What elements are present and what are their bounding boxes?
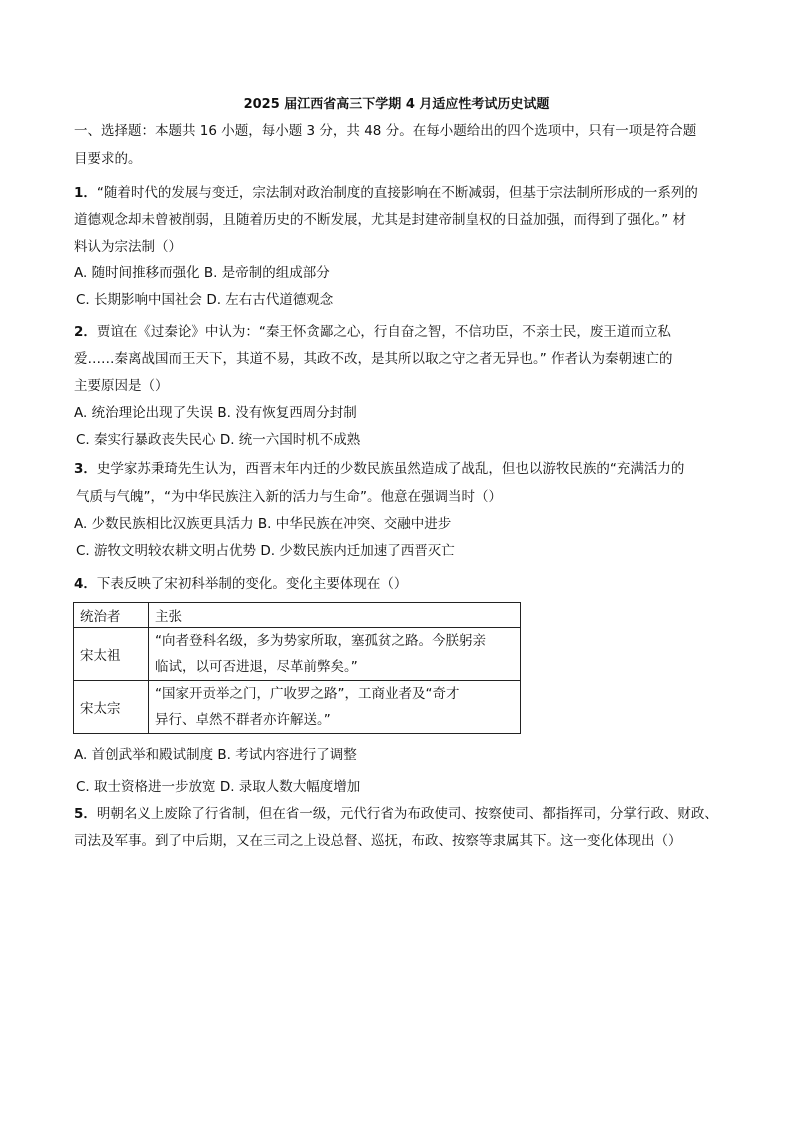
q3-stem-line1 [74,460,684,478]
q4-stem-line1 [74,575,407,593]
q3-option-a[interactable]: A. 少数民族相比汉族更具活力 [74,516,254,532]
q1-stem-line1 [74,184,698,202]
table-row1-policy-line2: 临试，以可否进退，尽革前弊矣。” [155,659,358,675]
q3-options-ab [74,515,451,533]
q2-option-d[interactable]: D. 统一六国时机不成熟 [219,432,361,448]
table-row2-policy-line1: “国家开贡举之门，广收罗之路”，工商业者及“奇才 [155,686,460,702]
table-row [74,681,521,734]
q1-number: 1． [74,185,97,201]
q3-option-c[interactable]: C. 游牧文明较农耕文明占优势 [76,543,257,559]
q1-option-a[interactable]: A. 随时间推移而强化 [74,265,200,281]
table-row1-ruler: 宋太祖 [74,628,149,681]
q2-option-b[interactable]: B. 没有恢复西周分封制 [217,405,357,421]
q1-option-c[interactable]: C. 长期影响中国社会 [76,292,203,308]
table-row2-policy-line2: 异行、卓然不群者亦许解送。” [155,712,331,728]
q1-stem-text1: “随着时代的发展与变迁，宗法制对政治制度的直接影响在不断减弱，但基于宗法制所形成的一系列的 [96,185,698,201]
table-row [74,628,521,681]
q1-option-b[interactable]: B. 是帝制的组成部分 [203,265,330,281]
q4-options-cd [76,778,360,796]
table-header-policy: 主张 [149,603,521,628]
q2-stem-line2: 爱……秦离战国而王天下，其道不易，其政不改，是其所以取之守之者无异也。” 作者认为秦朝速亡的 [74,351,673,367]
q4-table [73,602,521,734]
q4-option-d[interactable]: D. 录取人数大幅度增加 [219,779,361,795]
q4-number: 4． [74,576,97,592]
q4-option-b[interactable]: B. 考试内容进行了调整 [217,747,357,763]
q3-stem-text1: 史学家苏秉琦先生认为，西晋末年内迁的少数民族虽然造成了战乱，但也以游牧民族的“充满活力的 [96,461,685,477]
q5-stem-text1: 明朝名义上废除了行省制，但在省一级，元代行省为布政使司、按察使司、都指挥司，分掌行政、财政、 [96,806,718,822]
q1-options-ab [74,264,330,282]
q2-option-c[interactable]: C. 秦实行暴政丧失民心 [76,432,216,448]
q3-stem-line2: 气质与气魄”，“为中华民族注入新的活力与生命”。他意在强调当时（） [76,489,502,505]
q2-stem-line3: 主要原因是（） [74,378,169,394]
q4-stem-text1: 下表反映了宋初科举制的变化。变化主要体现在（） [96,576,408,592]
q2-stem-text1: 贾谊在《过秦论》中认为：“秦王怀贪鄙之心，行自奋之智，不信功臣，不亲士民，废王道而立私 [96,324,671,340]
q3-option-d[interactable]: D. 少数民族内迁加速了西晋灭亡 [260,543,455,559]
q5-stem-line2: 司法及军事。到了中后期，又在三司之上设总督、巡抚，布政、按察等隶属其下。这一变化体现出（） [74,833,682,849]
q5-number: 5． [74,806,97,822]
q2-options-cd [76,431,360,449]
q2-number: 2． [74,324,97,340]
q3-option-b[interactable]: B. 中华民族在冲突、交融中进步 [257,516,452,532]
q2-option-a[interactable]: A. 统治理论出现了失误 [74,405,214,421]
table-header-row [74,603,521,628]
table-row2-policy [149,681,521,734]
table-row1-policy-line1: “向者登科名级，多为势家所取，塞孤贫之路。今朕躬亲 [155,633,486,649]
q4-options-ab [74,746,357,764]
table-row1-policy [149,628,521,681]
section-header-line1: 一、选择题：本题共 16 小题，每小题 3 分，共 48 分。在每小题给出的四个选项中，只有一项是符合题 [74,123,697,139]
q1-stem-line3: 料认为宗法制（） [74,239,182,255]
section-header-line2: 目要求的。 [74,151,142,167]
q3-options-cd [76,542,455,560]
q4-option-c[interactable]: C. 取士资格进一步放宽 [76,779,216,795]
q1-option-d[interactable]: D. 左右古代道德观念 [206,292,334,308]
q3-number: 3． [74,461,97,477]
q5-stem-line1 [74,805,718,823]
exam-title: 2025 届江西省高三下学期 4 月适应性考试历史试题 [243,97,550,112]
q2-options-ab [74,404,357,422]
table-header-ruler: 统治者 [74,603,149,628]
q1-options-cd [76,291,333,309]
q2-stem-line1 [74,323,671,341]
q4-option-a[interactable]: A. 首创武举和殿试制度 [74,747,214,763]
table-row2-ruler: 宋太宗 [74,681,149,734]
q1-stem-line2: 道德观念却未曾被削弱，且随着历史的不断发展，尤其是封建帝制皇权的日益加强，而得到了强化。” 材 [74,212,687,228]
